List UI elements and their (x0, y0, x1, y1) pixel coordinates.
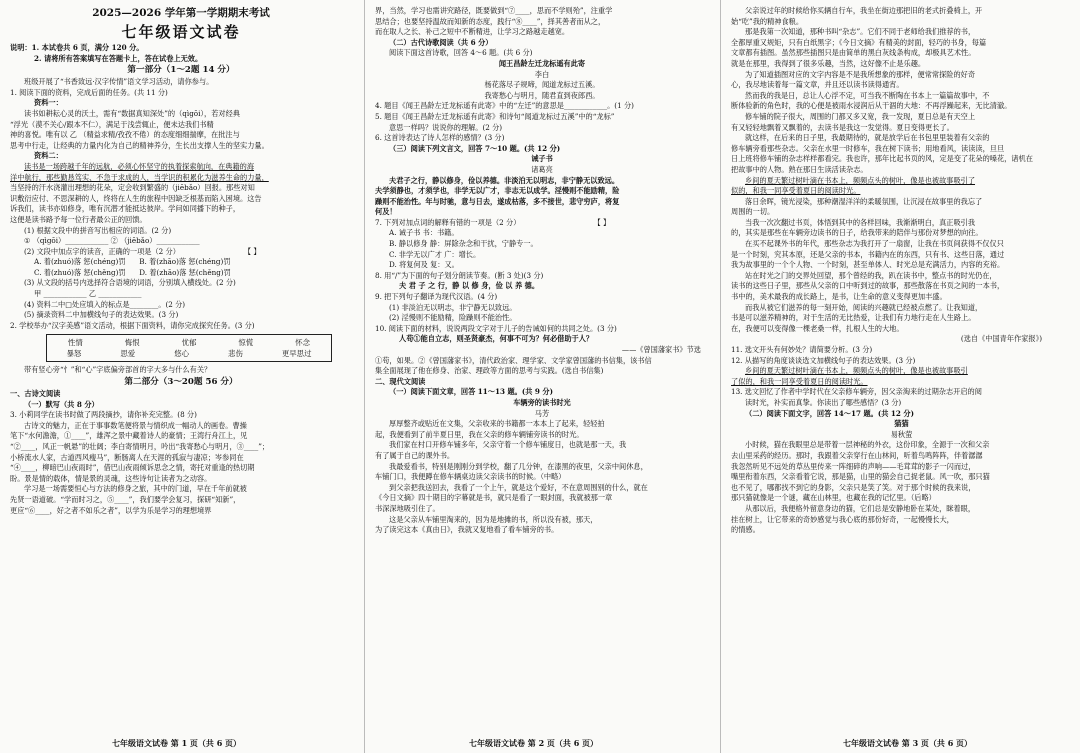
character-word: 更早思过 (281, 349, 312, 359)
material-1-line: 读书如耕耘心灵的沃土，需有“数据真知深处”的（qìgōi），若对经典 (24, 108, 240, 118)
article-line: 有了属于自己的课外书。 (375, 450, 455, 460)
section-modern: 二、现代文阅读 (375, 376, 426, 386)
article-line: 断体验新的角色时，我的心便是被雨水浸润后从干涸的大地：不再浮躁起来，无比清澈。 (731, 101, 1012, 111)
question-12-quote: 了似的，和我一同享受着夏日的阅读时光。 (731, 376, 868, 386)
page-2-footer: 七年级语文试卷 第 2 页（共 6 页） (469, 738, 599, 748)
article-line: 在，我便可以变得像一棵老桑一样，扎根人生的大地。 (731, 323, 904, 333)
choice-d[interactable]: D. 着(zhāo)落 惩(chěng)罚 (139, 267, 231, 277)
character-word: 暴怒 (66, 349, 82, 359)
article-line: 我们家在村口开修车铺多年，父亲守着一个修车铺度日，也就是那一天，我 (389, 440, 627, 450)
answer-bracket[interactable]: 【 】 (243, 246, 261, 256)
article-2-line: 嘴里衔着东西，父亲看着它说，那是猫，山里的猫会自己捉老鼠。风一吹，那只猫 (731, 472, 990, 482)
article-line: 把故事中的人物。熟在那日生读活读杂志。 (731, 164, 868, 174)
material-2-line: 诉我们，读书亦如修身，唯有沉潜才能抵达彼岸。学问如同播下的种子， (10, 204, 241, 214)
dictation-line: 古诗文的魅力，正在于事事数笔便将景与情织成一幅动人的画卷。曹操 (24, 420, 247, 430)
dictation-line: 先贤一语道破。“学而时习之，⑤____”，我们要学会复习，探研“知新”， (10, 494, 241, 504)
answer-blanks-1[interactable]: ① （qìgōi）____________ ② （jiēbǎo）____________ (24, 236, 200, 246)
character-word: 悠心 (174, 349, 189, 359)
section-classical-prose: （三）阅读下列文言文，回答 7～10 题。(共 12 分) (389, 143, 561, 153)
highlighted-sentence: 似的，和我一同享受着夏日的阅读时光。 (731, 186, 861, 196)
choice-b[interactable]: B. 静以修身 静：屏除杂念和干扰，宁静专一。 (389, 239, 538, 249)
page-3-column (720, 0, 1080, 753)
question-5-cont: 意思一样吗？说说你的理解。(2 分) (389, 122, 503, 132)
choice-row (10, 268, 352, 279)
character-word: 忧郁 (181, 338, 197, 348)
question-9-2: (2) 淫慢则不能励精，险躁则不能治性。 (389, 313, 517, 323)
article-line: 起，我便看到了前半夏日里，我在父亲的修车辆铺旁读书的时光。 (375, 429, 584, 439)
article-line: 周围的一切。 (731, 207, 775, 217)
article-line: 到父亲把我送回去，我看了一个上午，就是这个爱好，不在意周围别的什么，就在 (389, 482, 648, 492)
article-line: 我为故事里的一个个人物、一个时刻，甚至单体人、时光总是充满活力，内容的充裕。 (731, 260, 1005, 270)
article-2-author: 易秋萤 (890, 429, 913, 439)
character-word: 悲伤 (228, 349, 243, 359)
article-line: 有又轻轻地飘着又飘着的，去读书是我这一发觉得。夏日变得更长了。 (731, 122, 954, 132)
article-line: 书深深地吸引住了。 (375, 503, 440, 513)
article-line: 这是父亲从车铺里淘来的，因为是地摊的书，所以没有被，那天， (389, 514, 598, 524)
dictation-line: 更应“⑥____，好之者不如乐之者”，以学为乐是学习的理想境界 (10, 505, 212, 515)
article-line: 然而我的我是日，总让人心浮不定，可当我不断陶在书本上一篇篇故事中，不 (745, 90, 990, 100)
poem-author: 李白 (534, 69, 550, 79)
material-1-line: 神的喜悦。唯有以 乙 （精益求精/孜孜不倦）的态度细细揣摩，在批注与 (10, 130, 240, 140)
article-2-line: 那只猫就像是一个谜，藏在山林里，也藏在我的记忆里。（后略） (731, 493, 936, 503)
article-line: 父亲说过年的时候给你买辆自行车，我坐在街边那把旧的老式折叠椅上，开 (745, 6, 983, 15)
character-word: 怀念 (295, 338, 310, 348)
article-line: 落日余晖，镜光浸染，那种潮湿洋洋的柔暖氛围，让沉浸在故事里的我忘了 (745, 196, 983, 206)
character-word: 惊慌 (238, 338, 254, 348)
dictation-line: “②____，风正一帆悬”的壮阔；李白寄情明月，吟出“我寄愁心与明月，③____”； (10, 442, 270, 451)
article-line: 厚厚整齐或贴近在文集，父亲收来的书籍都一本本上了起来，轻轻拍 (389, 419, 605, 429)
material-2-line: 当坚持的汗水浇灌出理想的花朵，定会收到繁盛的（jiēbǎo）回报。那些对知 (10, 183, 255, 193)
footnote: 集全面展现了他在修身、治家、理政等方面的思考与实践。(选自书信集) (375, 366, 604, 376)
choice-a[interactable]: A. 诫子书 书：书籍。 (389, 228, 459, 238)
text-line: 界，当然，学习也需讲究路径，既要做到“⑦____，思而不学则殆”，注重学 (375, 6, 613, 15)
prose-line: 夫学须静也，才须学也，非学无以广才，非志无以成学。淫慢则不能励精，险 (375, 186, 620, 196)
material-2-line: 这便是读书路予每一位行者最公正的回馈。 (10, 214, 147, 224)
material-2-line: 洋中航行，那些勤恳笃实、不急于求成的人，当学识的积累化为滋养生命的力量， (10, 172, 269, 182)
article-line: 就是在那里，我得到了很多乐趣，当然，这好像不止是乐趣。 (731, 58, 926, 68)
question-10-source: ——《曾国藩家书》节选 (621, 345, 701, 354)
choice-d[interactable]: D. 将复何及 复：又。 (389, 260, 459, 270)
article-line: 日上班将修车铺的杂志样样都看完。我也许，那年比起书页的风，定是变了花朵的嗓花，诸机在 (731, 154, 1033, 164)
article-2-line: 我忽然听见不远处的草丛里传来一阵细碎的声响——毛茸茸的影子一闪而过， (731, 461, 976, 471)
question-5: 5. 题目《闻王昌龄左迁龙标遥有此寄》和诗句“闻道龙标过五溪”中的“龙标” (375, 111, 615, 121)
article-line: 心，我尽地读着每一篇文章，并且还以读书读得通宵。 (731, 80, 904, 90)
choice-a[interactable]: A. 着(zhuó)落 惩(chéng)罚 (34, 257, 126, 267)
character-word: 性情 (68, 338, 83, 348)
section-classical: 一、古诗文阅读 (10, 389, 61, 399)
article-2-line: 从那以后，我便格外留意身边的猫，它们总是安静地卧在某处，眯着眼， (745, 503, 976, 513)
article-2-line: 也不见了，哪都找不到它的身影，父亲只是笑了笑。对于那个时候的我来说， (731, 482, 976, 492)
question-4: 4. 题目《闻王昌龄左迁龙标遥有此寄》中的“左迁”的意思是____________。(1 分) (375, 101, 634, 111)
footnote: ①苟，如果。②《曾国藩家书》，清代政治家、理学家、文学家曾国藩的书信集，该书信 (375, 355, 652, 365)
article-2-line: 去山里采药的经历。那时，我跟着父亲穿行在山林间，听着鸟鸣阵阵，伴着潺潺 (731, 450, 983, 460)
article-line: 就这样，在后来的日子里，我最期待的，就是放学后在书包里里装着有父亲的 (745, 133, 990, 143)
exam-year-title: 2025—2026 学年第一学期期末考试 (92, 7, 270, 19)
dictation-line: 小桥流水人家，古道西风瘦马”，断肠离人在天涯的孤寂与凄凉；岑参同在 (10, 452, 244, 462)
question-2: 2. 学校举办“汉字美感”语文活动，根据下面资料，请你完成探究任务。(3 分) (10, 320, 255, 330)
question-12: 12. 从描写的角度谈谈选文加横线句子的表达效果。(3 分) (731, 355, 916, 365)
section-dictation: （一）默写（共 8 分） (24, 399, 99, 409)
prose-line: 躁则不能治性。年与时驰，意与日去，遂成枯落，多不接世，悲守穷庐，将复 (375, 196, 620, 206)
article-line: 站在时光之门的交界处回望，那个曾经的我，趴在读书中，整点书的时光仍在， (745, 270, 997, 280)
article-line: 车铺门口，我便蹲在修车辆桌边读父亲读书的时候。（中略） (375, 472, 566, 482)
subquestion-3: (3) 从文段的括号内选择符合语境的词语，分别填入横线处。(2 分) (24, 278, 236, 288)
answer-blanks-3[interactable]: 甲 ____________ 乙 ____________ (34, 289, 142, 299)
character-row (47, 337, 331, 348)
article-line: 书是可以滋养精神的，对于生活的无比热爱，让我们有力地行走在人生路上。 (731, 313, 976, 323)
article-author: 马芳 (534, 408, 550, 418)
page-1-footer: 七年级语文试卷 第 1 页（共 6 页） (112, 738, 242, 748)
article-line: 文章都有插图。虽然那些插图只是由简单的黑白灰线条构成，却极具艺术性。 (731, 48, 976, 58)
page-1-column (0, 0, 360, 753)
dictation-line: “④____，柳暗巴山夜雨时”，借巴山夜雨倾诉思念之情，寄托对重逢的热切期 (10, 463, 255, 473)
article-line: 全都厚重又规矩，只有白纸黑字；《今日文摘》有精美的封面，轻巧的书身，每篇 (731, 37, 987, 47)
question-1: 1. 阅读下面的资料，完成后面的任务。(共 11 分) (10, 87, 168, 97)
question-9: 9. 把下列句子翻译为现代汉语。(4 分) (375, 292, 498, 302)
question-8: 8. 用“/”为下面的句子划分朗读节奏。(断 3 处)(3 分) (375, 270, 544, 280)
article-line: 而我从被它们滋养的每一刻开始，阅读的兴趣就已经被点燃了。让我知道， (745, 302, 983, 312)
article-line: 那是我第一次知道，那种书叫“杂志”。它们不同于老师给我们推荐的书， (745, 27, 976, 37)
question-10-quote: 人苟①能自立志，则圣贤豪杰，何事不可为？何必借助于人？ (399, 334, 594, 344)
article-source: (选自《中国青年作家报》) (960, 334, 1042, 344)
article-line: 始“吃”我的精神食粮。 (731, 16, 804, 26)
question-7: 7. 下列对加点词的解释有错的一项是（2 分） 【 】 (375, 217, 611, 227)
article-2-line: 的情感。 (731, 525, 760, 535)
article-2-line: 挂在树上，让它带来的奇妙感觉与我心底的那份好奇，一起慢慢长大， (731, 514, 954, 524)
question-11: 11. 选文开头有何妙处？请简要分析。(3 分) (731, 345, 873, 354)
activity-intro: 班级开展了“书香致远·汉字传情”语文学习活动，请你参与。 (24, 77, 214, 87)
choice-c[interactable]: C. 非学无以广才 广：增长。 (389, 249, 481, 259)
article-line: 《今日文摘》四十期目的字幕就是书，就只是看了一眼封面，我就被那一章 (375, 493, 613, 503)
text-line: 而在取人之长、补己之短中不断精进，让学习之路越走越宽。 (375, 27, 570, 37)
section-modern-2: （二）阅读下面文字，回答 14～17 题。(共 12 分) (745, 408, 915, 418)
material-1-line: “浮光（漠不关心/跟本不仁），满足于浅尝辄止，便未达我们书精 (10, 119, 214, 129)
instruction-2: 2. 请将所有答案填写在答题卡上，答在试卷上无效。 (34, 53, 203, 63)
question-10: 10. 阅读下面的材料，说说两段文字对于儿子的告诫如何的共同之处。(3 分) (375, 323, 617, 333)
page-2-column (364, 0, 717, 753)
article-line: 为了读完这本《真由日》，我就又复地看了看车铺旁的书。 (375, 525, 559, 535)
question-13-cont: 读时光，补实而真挚。你读出了哪些感悟？(3 分) (745, 397, 902, 407)
poem-line: 杨花落尽子规啼，闻道龙标过五溪。 (484, 80, 600, 90)
article-line: 是一个时刻，究其本原，还是父亲的书本，书籍内在的东西，只有书、这些日落，通过 (731, 249, 1005, 259)
question-13: 13. 选文回忆了作者中学时代在父亲修车辆旁，因父亲淘来的过期杂志开启的阅 (731, 387, 982, 397)
question-8-sentence: 夫 君 子 之 行，静 以 修 身，俭 以 养 德。 (399, 281, 540, 291)
article-line: 在买不起课外书的年代，那些杂志为我打开了一扇窗，让我在书页间获得不仅仅只 (745, 239, 1004, 249)
paper-title: 七年级语文试卷 (121, 23, 241, 41)
article-line: 当我一次次翻过书页，体悟到其中的各样回味，我渐渐明白，真正吸引我 (745, 217, 976, 227)
dictation-line: 笔下“水何澹澹，①____”，雄浑之景中藏着诗人的豪情；王湾行舟江上，见 (10, 431, 248, 441)
part-two-heading: 第二部分（3～20题 56 分） (124, 377, 238, 388)
character-word: 悔恨 (124, 338, 140, 348)
subquestion-4: (4) 资料二中□处应填入的标点是________。(2 分) (24, 299, 186, 309)
question-9-1: (1) 非淡泊无以明志，非宁静无以致远。 (389, 302, 517, 312)
material-2-line: 识敷衍应付、不思深耕的人，终将在人生的旅程中因缺乏根基而陷入困境。这告 (10, 193, 262, 203)
material-2-title: 资料二： (34, 151, 63, 161)
material-2-line: 读书是一场跨越千年的远航，必须心怀坚守的执着探索航向，在典籍的海 (24, 161, 255, 171)
character-word: 思爱 (120, 349, 136, 359)
dictation-line: 学习是一场需要恒心与方法的修身之旅，其中的门道，早在千年前就被 (24, 484, 247, 494)
article-line: 为了知道插图对应的文字内容是不是我所想象的那样，便常常探险的好奇 (745, 69, 976, 79)
section-poetry: （二）古代诗歌阅读（共 6 分） (389, 37, 493, 47)
poem-intro: 阅读下面这首诗歌，回答 4～6 题。(共 6 分) (389, 48, 533, 58)
subquestion-1: (1) 根据文段中的拼音写出相应的词语。(2 分) (24, 225, 172, 235)
question-12-quote: 乡间的夏天繁过树叶滴在书本上，频频点头的树叶，像是也被故事吸引 (745, 366, 968, 376)
highlighted-sentence: 乡间的夏天繁过树叶滴在书本上，频频点头的树叶，像是也被故事吸引了 (745, 175, 976, 185)
question-6: 6. 这首诗表达了诗人怎样的感情？(3 分) (375, 133, 505, 143)
choice-c[interactable]: C. 着(zhuó)落 惩(chěng)罚 (34, 267, 126, 277)
article-line: 修车辆旁看那些杂志。父亲在水里一时修车，我在树下读书；用地看风，读读读，旦旦 (731, 143, 1005, 153)
article-line: 我最爱看书，特别是刚刚分到学校，翻了几分钟，在漆黑的夜里，父亲中间休息， (389, 461, 648, 471)
section-modern-1: （一）阅读下面文章，回答 11～13 题。(共 9 分) (389, 387, 554, 397)
poem-line: 我寄愁心与明月，随君直到夜郎西。 (484, 90, 600, 100)
question-2-prompt: 带有竖心旁“忄”和“心”字底偏旁部首的字大多与什么有关？ (24, 365, 212, 375)
subquestion-5: (5) 摘录资料二中加横线句子的表达效果。(3 分) (24, 310, 179, 320)
character-row (47, 348, 331, 359)
part-one-heading: 第一部分（1～2题 14 分） (127, 65, 235, 76)
prose-author: 诸葛亮 (531, 164, 553, 174)
instruction-1: 说明：1. 本试卷共 6 页，满分 120 分。 (10, 43, 144, 52)
article-line: 修车铺的院子很大，周围的门都又多又宽，我一发现，夏日总是有天空上 (745, 111, 976, 121)
article-line: 的，其实是那些在车辆旁边读书的日子，给我带来的陪伴与那份对梦想的向往。 (731, 228, 983, 238)
subquestion-2: (2) 文段中加点字的读音，正确的一项是（2 分） 【 】 (24, 246, 261, 256)
choice-b[interactable]: B. 着(zhāo)落 惩(chéng)罚 (139, 257, 231, 267)
prose-line: 夫君子之行，静以修身，俭以养德。非淡泊无以明志，非宁静无以致远。 (389, 175, 620, 185)
material-1-line: 思考中行走，让经典的力量内化为自己的精神养分，生长出支撑人生的坚实力量。 (10, 140, 269, 150)
prose-line: 何及！ (375, 207, 397, 217)
question-3: 3. 小莉同学在读书时做了两段摘抄，请你补充完整。(8 分) (10, 410, 197, 420)
page-3-footer: 七年级语文试卷 第 3 页（共 6 页） (843, 738, 973, 748)
character-box (46, 334, 332, 362)
answer-bracket[interactable]: 【 】 (593, 217, 611, 227)
article-line: 书中的，美术最我的成长路上，是书，让生命的意义变得更加丰盛。 (731, 292, 947, 302)
dictation-line: 盼。景是情的载体，情是景的灵魂，这些诗句让读者为之动容。 (10, 473, 212, 483)
choice-row (10, 257, 352, 268)
poem-title: 闻王昌龄左迁龙标遥有此寄 (498, 58, 586, 68)
prose-title: 诫子书 (531, 154, 553, 164)
text-line: 思结合；也要坚持温故而知新的态度，践行“⑧____”，择其善者而从之， (375, 16, 606, 26)
article-title: 车辆旁的读书时光 (513, 397, 571, 407)
article-2-title: 猫猫 (894, 419, 909, 429)
material-1-title: 资料一： (34, 98, 63, 108)
article-line: 读书的这些日子里，那些从父亲的口中听到过的故事，那些散落在书页之间的一本书， (731, 281, 1005, 291)
article-2-line: 小时候，猫在我眼里总是带着一层神秘的外衣，这份印象，全源于一次和父亲 (745, 440, 990, 450)
